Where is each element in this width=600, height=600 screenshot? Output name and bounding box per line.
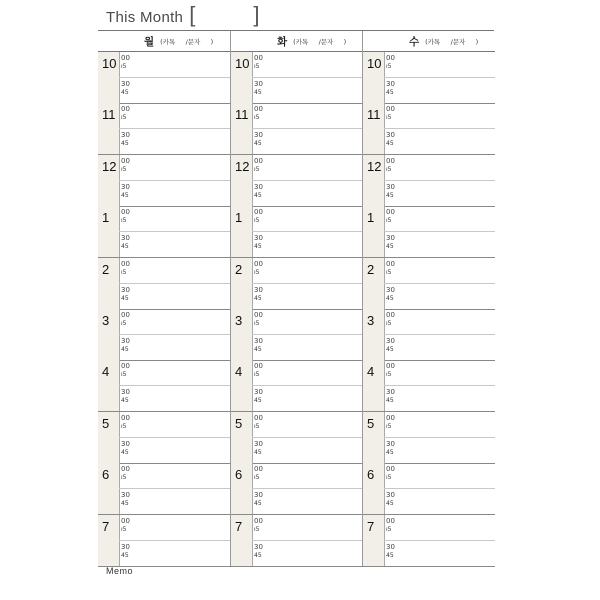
hour-label-cell [98, 206, 120, 257]
day-header [98, 31, 230, 52]
minute-15-mark: ı5 [121, 422, 127, 430]
hour-number: 4 [235, 364, 243, 380]
hour-label-cell [363, 258, 385, 309]
half-hour-divider [119, 128, 230, 129]
minute-30-label: 30 [386, 337, 395, 345]
hour-slot[interactable] [98, 103, 230, 155]
minute-00-label: 00 [254, 413, 263, 422]
hour-slot[interactable] [363, 103, 495, 155]
minute-15-mark: ı5 [121, 217, 127, 225]
minute-15-mark: ı5 [254, 422, 260, 430]
hour-slot[interactable] [98, 155, 230, 207]
minute-45-mark: 45 [254, 294, 262, 302]
hour-label-cell [231, 515, 253, 566]
hour-label-cell [363, 52, 385, 103]
minute-00-label: 00 [254, 54, 263, 62]
minute-00-label: 00 [386, 156, 395, 165]
half-hour-divider [384, 334, 495, 335]
minute-45-mark: 45 [386, 346, 394, 353]
hour-slot[interactable] [363, 155, 495, 207]
minute-00-label: 00 [386, 465, 395, 474]
hour-label-cell [231, 412, 253, 463]
minute-15-mark: ı5 [386, 371, 392, 379]
half-hour-divider [119, 437, 230, 438]
half-hour-divider [384, 180, 495, 181]
half-hour-divider [119, 180, 230, 181]
hour-slot[interactable] [98, 360, 230, 412]
hour-slot[interactable] [98, 309, 230, 361]
minute-45-mark: 45 [386, 140, 394, 148]
minute-15-mark: ı5 [386, 217, 392, 225]
minute-45-mark: 45 [254, 500, 262, 508]
half-hour-divider [252, 231, 363, 232]
hour-slot[interactable] [98, 412, 230, 464]
minute-45-mark: 45 [254, 346, 262, 353]
weekly-planner-grid [98, 30, 494, 567]
minute-30-label: 30 [386, 491, 395, 500]
hour-label-cell [98, 360, 120, 411]
hour-label-cell [231, 52, 253, 103]
minute-30-label: 30 [254, 439, 263, 448]
day-contact-note: (카톡 /문자 ) [293, 37, 347, 46]
minute-00-label: 00 [386, 311, 395, 319]
minute-00-label: 00 [121, 156, 130, 165]
half-hour-divider [384, 540, 495, 541]
hour-number: 11 [235, 107, 249, 123]
minute-45-mark: 45 [386, 191, 394, 199]
minute-15-mark: ı5 [254, 371, 260, 379]
minute-15-mark: ı5 [386, 525, 392, 533]
minute-30-label: 30 [121, 542, 130, 551]
half-hour-divider [384, 385, 495, 386]
half-hour-divider [384, 231, 495, 232]
hour-slot[interactable] [363, 52, 495, 104]
minute-30-label: 30 [386, 285, 395, 294]
minute-15-mark: ı5 [254, 114, 260, 122]
title-text: This Month [106, 9, 184, 26]
minute-15-mark: ı5 [254, 165, 260, 173]
hour-label-cell [98, 155, 120, 206]
minute-45-mark: 45 [254, 551, 262, 559]
hour-number: 5 [235, 415, 243, 431]
hour-label-cell [231, 103, 253, 154]
minute-45-mark: 45 [386, 551, 394, 559]
minute-00-label: 00 [121, 311, 130, 319]
day-column [230, 31, 363, 566]
page-title [106, 2, 259, 26]
half-hour-divider [384, 488, 495, 489]
hour-label-cell [98, 103, 120, 154]
hour-number: 1 [235, 210, 243, 226]
minute-00-label: 00 [121, 465, 130, 474]
minute-45-mark: 45 [386, 243, 394, 251]
minute-45-mark: 45 [386, 89, 394, 96]
hour-label-cell [231, 258, 253, 309]
minute-30-label: 30 [121, 439, 130, 448]
minute-00-label: 00 [386, 516, 395, 525]
hour-number: 10 [235, 56, 250, 71]
minute-15-mark: ı5 [254, 268, 260, 276]
minute-45-mark: 45 [121, 448, 129, 456]
minute-00-label: 00 [254, 259, 263, 268]
hour-slot[interactable] [231, 155, 363, 207]
hour-number: 10 [367, 56, 382, 71]
hour-slot[interactable] [363, 206, 495, 258]
hour-number: 4 [102, 364, 110, 380]
hour-label-cell [363, 360, 385, 411]
hour-number: 1 [102, 210, 110, 226]
minute-15-mark: ı5 [121, 268, 127, 276]
minute-30-label: 30 [121, 388, 130, 397]
half-hour-divider [119, 231, 230, 232]
minute-15-mark: ı5 [121, 371, 127, 379]
minute-00-label: 00 [121, 105, 130, 114]
minute-45-mark: 45 [121, 243, 129, 251]
minute-15-mark: ı5 [386, 474, 392, 482]
day-name: 화 [277, 35, 288, 48]
minute-30-label: 30 [121, 491, 130, 500]
minute-00-label: 00 [121, 54, 130, 62]
hour-label-cell [98, 309, 120, 360]
minute-30-label: 30 [121, 80, 130, 88]
minute-30-label: 30 [254, 491, 263, 500]
minute-00-label: 00 [386, 54, 395, 62]
hour-number: 2 [102, 261, 110, 277]
hour-slot[interactable] [231, 309, 363, 361]
minute-30-label: 30 [254, 80, 263, 88]
minute-00-label: 00 [386, 362, 395, 371]
memo-label: Memo [106, 566, 134, 576]
minute-00-label: 00 [386, 259, 395, 268]
hour-label-cell [363, 412, 385, 463]
minute-45-mark: 45 [386, 294, 394, 302]
minute-15-mark: ı5 [254, 217, 260, 225]
minute-30-label: 30 [254, 337, 263, 345]
hour-number: 7 [102, 518, 110, 534]
minute-00-label: 00 [254, 105, 263, 114]
hour-label-cell [98, 258, 120, 309]
hour-number: 11 [367, 107, 381, 123]
minute-45-mark: 45 [254, 397, 262, 405]
day-name: 월 [144, 35, 155, 48]
minute-00-label: 00 [254, 208, 263, 217]
hour-slot[interactable] [98, 206, 230, 258]
hour-number: 2 [235, 261, 243, 277]
minute-00-label: 00 [254, 465, 263, 474]
minute-30-label: 30 [386, 542, 395, 551]
hour-slot[interactable] [231, 52, 363, 104]
minute-15-mark: ı5 [121, 63, 127, 70]
hour-label-cell [231, 463, 253, 514]
hour-number: 2 [367, 261, 375, 277]
minute-15-mark: ı5 [254, 474, 260, 482]
minute-45-mark: 45 [121, 140, 129, 148]
hour-slot[interactable] [231, 103, 363, 155]
minute-45-mark: 45 [121, 500, 129, 508]
minute-45-mark: 45 [121, 551, 129, 559]
hour-number: 12 [102, 158, 117, 174]
hour-number: 3 [367, 313, 375, 328]
minute-00-label: 00 [386, 413, 395, 422]
hour-label-cell [98, 52, 120, 103]
minute-15-mark: ı5 [254, 320, 260, 327]
hour-slot[interactable] [231, 412, 363, 464]
hour-number: 5 [367, 415, 375, 431]
half-hour-divider [252, 180, 363, 181]
minute-30-label: 30 [254, 234, 263, 243]
minute-00-label: 00 [254, 156, 263, 165]
minute-45-mark: 45 [386, 397, 394, 405]
minute-30-label: 30 [254, 388, 263, 397]
hour-slot[interactable] [231, 515, 363, 567]
hour-slot[interactable] [363, 412, 495, 464]
half-hour-divider [252, 128, 363, 129]
hour-label-cell [231, 360, 253, 411]
day-contact-note: (카톡 /문자 ) [160, 37, 214, 46]
hour-label-cell [363, 463, 385, 514]
hour-label-cell [363, 309, 385, 360]
half-hour-divider [119, 488, 230, 489]
minute-45-mark: 45 [121, 397, 129, 405]
hour-label-cell [363, 103, 385, 154]
hour-slot[interactable] [98, 258, 230, 310]
hour-slot[interactable] [363, 309, 495, 361]
hour-number: 12 [235, 158, 250, 174]
minute-15-mark: ı5 [254, 63, 260, 70]
half-hour-divider [252, 540, 363, 541]
minute-00-label: 00 [121, 259, 130, 268]
minute-45-mark: 45 [121, 294, 129, 302]
hour-number: 10 [102, 56, 117, 71]
minute-30-label: 30 [121, 131, 130, 140]
hour-slot[interactable] [98, 52, 230, 104]
hour-slot[interactable] [363, 360, 495, 412]
hour-label-cell [98, 412, 120, 463]
minute-00-label: 00 [121, 413, 130, 422]
hour-slot[interactable] [231, 206, 363, 258]
minute-00-label: 00 [386, 208, 395, 217]
minute-30-label: 30 [386, 388, 395, 397]
half-hour-divider [384, 437, 495, 438]
hour-number: 4 [367, 364, 375, 380]
minute-00-label: 00 [254, 362, 263, 371]
half-hour-divider [252, 385, 363, 386]
half-hour-divider [252, 488, 363, 489]
hour-slot[interactable] [363, 463, 495, 515]
minute-45-mark: 45 [386, 500, 394, 508]
hour-slot[interactable] [231, 463, 363, 515]
half-hour-divider [252, 334, 363, 335]
half-hour-divider [119, 283, 230, 284]
half-hour-divider [252, 77, 363, 78]
hour-number: 11 [102, 107, 116, 123]
minute-30-label: 30 [386, 131, 395, 140]
hour-label-cell [98, 515, 120, 566]
minute-30-label: 30 [254, 131, 263, 140]
minute-45-mark: 45 [254, 140, 262, 148]
minute-00-label: 00 [386, 105, 395, 114]
hour-slot[interactable] [231, 258, 363, 310]
minute-45-mark: 45 [121, 191, 129, 199]
half-hour-divider [252, 437, 363, 438]
month-bracket-open: [ [189, 2, 196, 27]
hour-label-cell [231, 206, 253, 257]
minute-15-mark: ı5 [386, 165, 392, 173]
day-column [362, 31, 495, 566]
minute-15-mark: ı5 [121, 320, 127, 327]
minute-15-mark: ı5 [121, 474, 127, 482]
hour-number: 7 [235, 518, 243, 534]
minute-30-label: 30 [254, 182, 263, 191]
minute-00-label: 00 [121, 516, 130, 525]
minute-30-label: 30 [121, 285, 130, 294]
hour-number: 5 [102, 415, 110, 431]
hour-slot[interactable] [98, 463, 230, 515]
hour-label-cell [231, 155, 253, 206]
minute-30-label: 30 [121, 182, 130, 191]
hour-number: 12 [367, 158, 382, 174]
half-hour-divider [119, 334, 230, 335]
minute-15-mark: ı5 [121, 525, 127, 533]
half-hour-divider [119, 77, 230, 78]
minute-30-label: 30 [386, 182, 395, 191]
hour-label-cell [363, 155, 385, 206]
day-contact-note: (카톡 /문자 ) [425, 37, 479, 46]
half-hour-divider [384, 128, 495, 129]
minute-30-label: 30 [386, 80, 395, 88]
half-hour-divider [252, 283, 363, 284]
minute-15-mark: ı5 [386, 114, 392, 122]
minute-30-label: 30 [121, 337, 130, 345]
minute-15-mark: ı5 [386, 422, 392, 430]
hour-number: 7 [367, 518, 375, 534]
minute-00-label: 00 [254, 311, 263, 319]
minute-00-label: 00 [121, 208, 130, 217]
hour-slot[interactable] [231, 360, 363, 412]
minute-45-mark: 45 [254, 243, 262, 251]
half-hour-divider [119, 540, 230, 541]
hour-number: 6 [235, 467, 243, 483]
hour-label-cell [363, 206, 385, 257]
hour-number: 6 [367, 467, 375, 483]
minute-15-mark: ı5 [121, 165, 127, 173]
minute-30-label: 30 [386, 234, 395, 243]
minute-45-mark: 45 [386, 448, 394, 456]
minute-30-label: 30 [254, 285, 263, 294]
minute-45-mark: 45 [254, 89, 262, 96]
minute-15-mark: ı5 [254, 525, 260, 533]
minute-00-label: 00 [254, 516, 263, 525]
half-hour-divider [384, 283, 495, 284]
minute-45-mark: 45 [254, 448, 262, 456]
hour-slot[interactable] [363, 515, 495, 567]
hour-number: 3 [102, 313, 110, 328]
hour-label-cell [98, 463, 120, 514]
day-column [98, 31, 230, 566]
minute-45-mark: 45 [121, 346, 129, 353]
minute-30-label: 30 [121, 234, 130, 243]
half-hour-divider [119, 385, 230, 386]
hour-label-cell [231, 309, 253, 360]
minute-45-mark: 45 [121, 89, 129, 96]
half-hour-divider [384, 77, 495, 78]
minute-15-mark: ı5 [121, 114, 127, 122]
hour-number: 1 [367, 210, 375, 226]
day-header [363, 31, 495, 52]
hour-number: 3 [235, 313, 243, 328]
minute-15-mark: ı5 [386, 63, 392, 70]
hour-slot[interactable] [363, 258, 495, 310]
minute-30-label: 30 [386, 439, 395, 448]
month-bracket-close: ] [253, 2, 260, 27]
hour-number: 6 [102, 467, 110, 483]
hour-slot[interactable] [98, 515, 230, 567]
minute-15-mark: ı5 [386, 268, 392, 276]
minute-45-mark: 45 [254, 191, 262, 199]
day-header [231, 31, 363, 52]
minute-00-label: 00 [121, 362, 130, 371]
day-name: 수 [409, 35, 420, 48]
hour-label-cell [363, 515, 385, 566]
minute-15-mark: ı5 [386, 320, 392, 327]
minute-30-label: 30 [254, 542, 263, 551]
